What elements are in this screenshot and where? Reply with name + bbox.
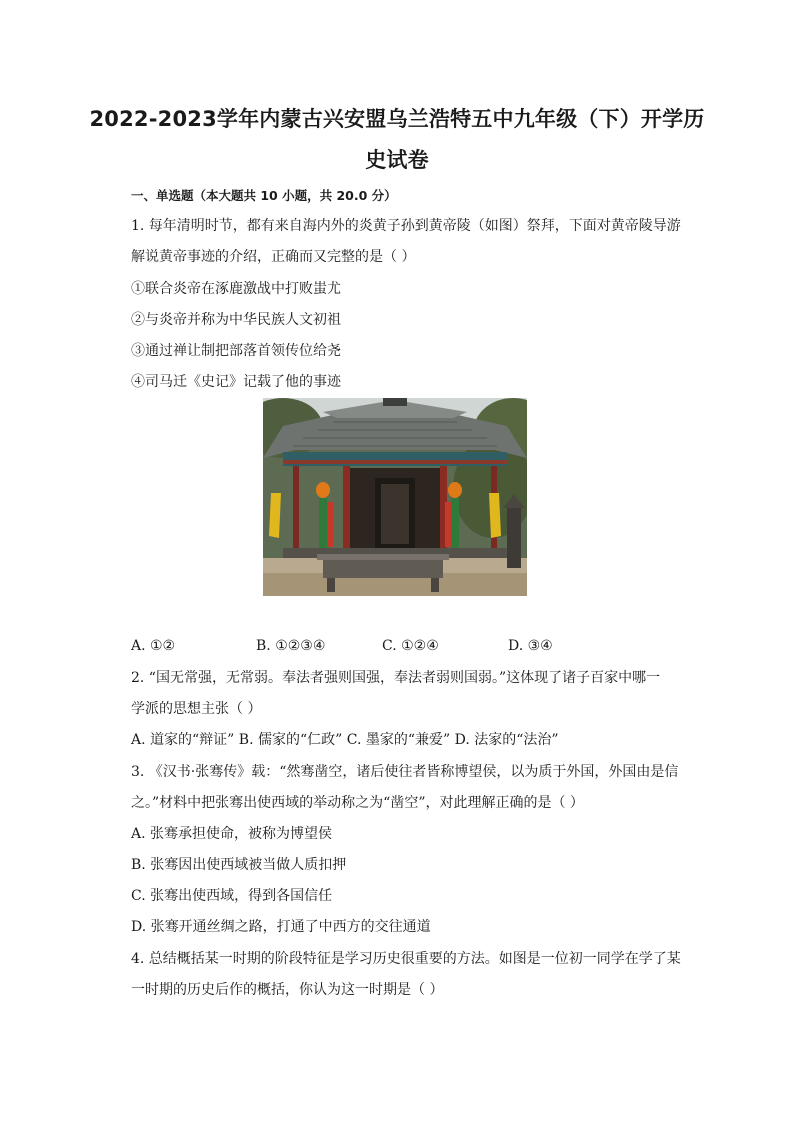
q1-stem-line1: 1. 每年清明时节，都有来自海内外的炎黄子孙到黄帝陵（如图）祭拜，下面对黄帝陵导游 [131,218,681,234]
q3-option-b: B. 张骞因出使西域被当做人质扣押 [131,857,347,873]
q3-stem-line1: 3. 《汉书·张骞传》载：“然骞凿空，诸后使往者皆称博望侯，以为质于外国，外国由是信 [131,764,679,780]
q3-option-d: D. 张骞开通丝绸之路，打通了中西方的交往通道 [131,919,431,935]
q1-item-2: ②与炎帝并称为中华民族人文初祖 [131,312,341,328]
q2-stem-line2: 学派的思想主张（ ） [131,701,262,717]
q2-options: A. 道家的“辩证” B. 儒家的“仁政” C. 墨家的“兼爱” D. 法家的“法治” [131,732,559,748]
q3-stem-line2: 之。”材料中把张骞出使西域的举动称之为“凿空”，对此理解正确的是（ ） [131,795,584,811]
q1-item-4: ④司马迁《史记》记载了他的事迹 [131,374,341,390]
q1-option-d: D. ③④ [508,638,553,654]
q4-stem-line1: 4. 总结概括某一时期的阶段特征是学习历史很重要的方法。如图是一位初一同学在学了某 [131,951,681,967]
q1-option-c: C. ①②④ [382,638,439,654]
q3-option-c: C. 张骞出使西域，得到各国信任 [131,888,333,904]
q2-stem-line1: 2. “国无常强，无常弱。奉法者强则国强，奉法者弱则国弱。”这体现了诸子百家中哪一 [131,670,661,686]
q4-stem-line2: 一时期的历史后作的概括，你认为这一时期是（ ） [131,982,444,998]
q3-option-a: A. 张骞承担使命，被称为博望侯 [131,826,333,842]
q1-option-b: B. ①②③④ [256,638,326,654]
exam-title-line2: 史试卷 [365,148,429,172]
exam-title-line1: 2022-2023学年内蒙古兴安盟乌兰浩特五中九年级（下）开学历 [89,107,705,131]
q1-item-3: ③通过禅让制把部落首领传位给尧 [131,343,341,359]
q1-item-1: ①联合炎帝在涿鹿激战中打败蚩尤 [131,281,341,297]
huangdi-mausoleum-photo [263,398,527,596]
section-heading: 一、单选题（本大题共 10 小题，共 20.0 分） [131,188,397,203]
q1-option-a: A. ①② [131,638,176,654]
q1-stem-line2: 解说黄帝事迹的介绍，正确而又完整的是（ ） [131,249,416,265]
